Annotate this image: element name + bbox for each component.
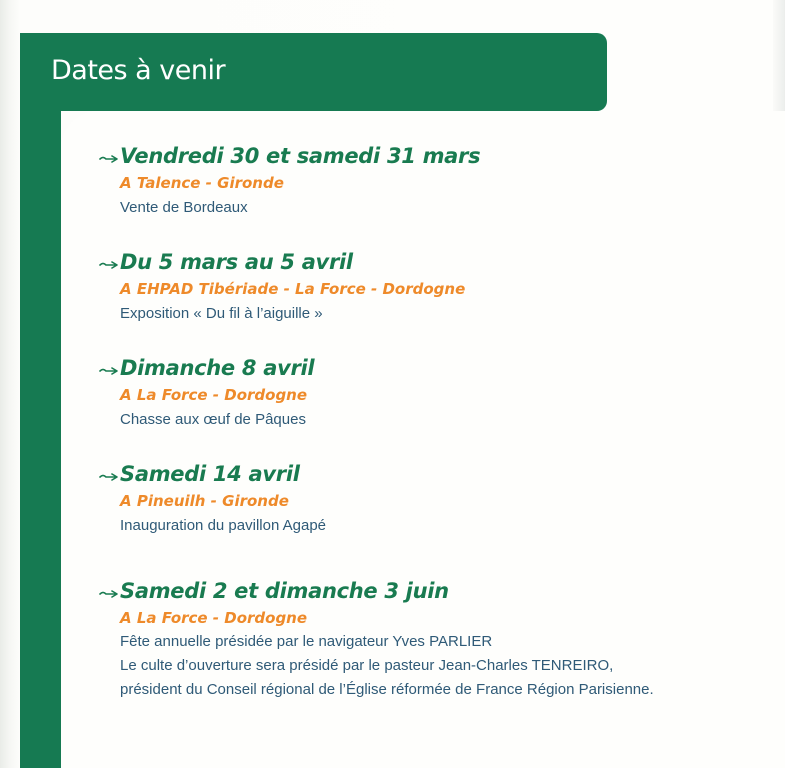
arrow-icon bbox=[99, 154, 119, 164]
event-description-line: Le culte d’ouverture sera présidé par le pasteur Jean-Charles TENREIRO, bbox=[120, 657, 614, 674]
event-item bbox=[99, 144, 481, 219]
event-item bbox=[99, 462, 326, 537]
event-item bbox=[99, 250, 465, 325]
event-description: Chasse aux œuf de Pâques bbox=[120, 411, 306, 428]
page-title: Dates à venir bbox=[51, 55, 226, 86]
event-place: A Talence - Gironde bbox=[120, 174, 284, 192]
event-date: Samedi 14 avril bbox=[120, 462, 300, 486]
event-place: A La Force - Dordogne bbox=[120, 609, 308, 627]
event-item bbox=[99, 356, 315, 431]
event-place: A EHPAD Tibériade - La Force - Dordogne bbox=[120, 280, 466, 298]
arrow-icon bbox=[99, 472, 119, 482]
event-description-line: Fête annuelle présidée par le navigateur Yves PARLIER bbox=[120, 633, 493, 650]
event-place: A Pineuilh - Gironde bbox=[120, 492, 289, 510]
arrow-icon bbox=[99, 366, 119, 376]
event-description: Vente de Bordeaux bbox=[120, 199, 248, 216]
arrow-icon bbox=[99, 260, 119, 270]
event-description: Inauguration du pavillon Agapé bbox=[120, 517, 327, 534]
event-date: Vendredi 30 et samedi 31 mars bbox=[120, 144, 481, 168]
event-date: Samedi 2 et dimanche 3 juin bbox=[120, 579, 449, 603]
event-item bbox=[99, 579, 654, 701]
event-description: Exposition « Du fil à l’aiguille » bbox=[120, 305, 323, 322]
event-description-line: président du Conseil régional de l’Église réformée de France Région Parisienne. bbox=[120, 681, 654, 698]
event-place: A La Force - Dordogne bbox=[120, 386, 308, 404]
arrow-icon bbox=[99, 589, 119, 599]
event-date: Dimanche 8 avril bbox=[120, 356, 315, 380]
event-date: Du 5 mars au 5 avril bbox=[120, 250, 353, 274]
green-spine bbox=[20, 34, 61, 768]
